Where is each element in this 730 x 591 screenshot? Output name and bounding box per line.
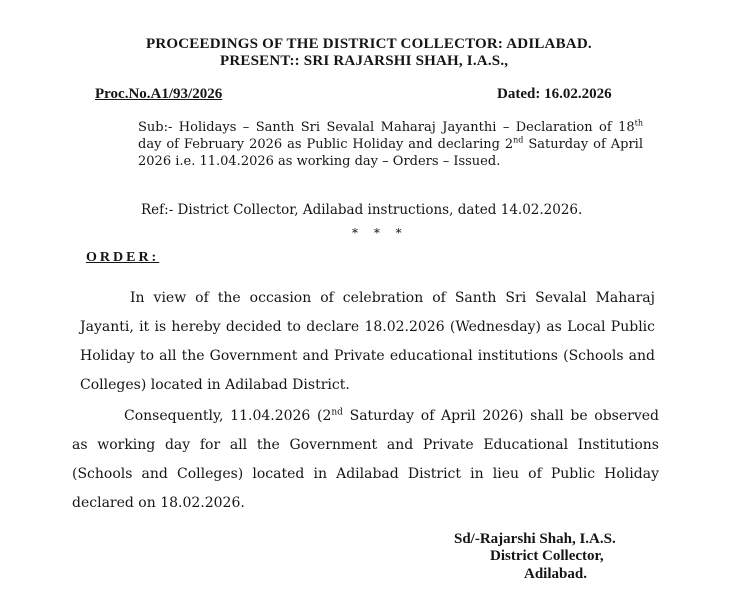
subject-text-1: Sub:- Holidays – Santh Sri Sevalal Maharaj Jayanthi – Declaration of 18 — [138, 120, 635, 135]
subject-superscript-2: nd — [513, 135, 524, 145]
subject-superscript-1: th — [634, 118, 643, 128]
signatory-name: Sd/-Rajarshi Shah, I.A.S. — [454, 531, 616, 547]
proceeding-number: Proc.No.A1/93/2026 — [95, 86, 223, 102]
paragraph2-superscript: nd — [331, 407, 343, 418]
document-date: Dated: 16.02.2026 — [497, 86, 612, 102]
subject-text-3: Saturday of April 2026 i.e. 11.04.2026 as working day – Orders – Issued. — [138, 137, 643, 169]
order-paragraph-1: In view of the occasion of celebration of Santh Sri Sevalal Maharaj Jayanti, it is hereby decided to declare 18.02.2026 (Wednesday) as Local Public Holiday to all the Government and Private educational institutions (Schools and Colleges) located in Adilabad District. — [80, 290, 655, 393]
signatory-location: Adilabad. — [524, 566, 587, 582]
section-separator: * * * — [352, 226, 408, 240]
order-paragraph-2 — [72, 402, 659, 518]
order-heading: ORDER: — [86, 250, 160, 265]
reference-line: Ref:- District Collector, Adilabad instructions, dated 14.02.2026. — [141, 202, 583, 218]
paragraph2-text-2: Saturday of April 2026) shall be observed as working day for all the Government and Private Educational Institutions (Schools and Colleges) located in Adilabad District in lieu of Public Holiday declared on 18.02.2026. — [72, 408, 659, 511]
present-officer: PRESENT:: SRI RAJARSHI SHAH, I.A.S., — [220, 53, 509, 69]
subject-block — [138, 119, 643, 170]
document-title: PROCEEDINGS OF THE DISTRICT COLLECTOR: ADILABAD. — [146, 36, 592, 52]
subject-text-2: day of February 2026 as Public Holiday and declaring 2 — [138, 137, 514, 152]
signatory-designation: District Collector, — [490, 548, 604, 564]
paragraph2-text-1: Consequently, 11.04.2026 (2 — [124, 408, 332, 424]
